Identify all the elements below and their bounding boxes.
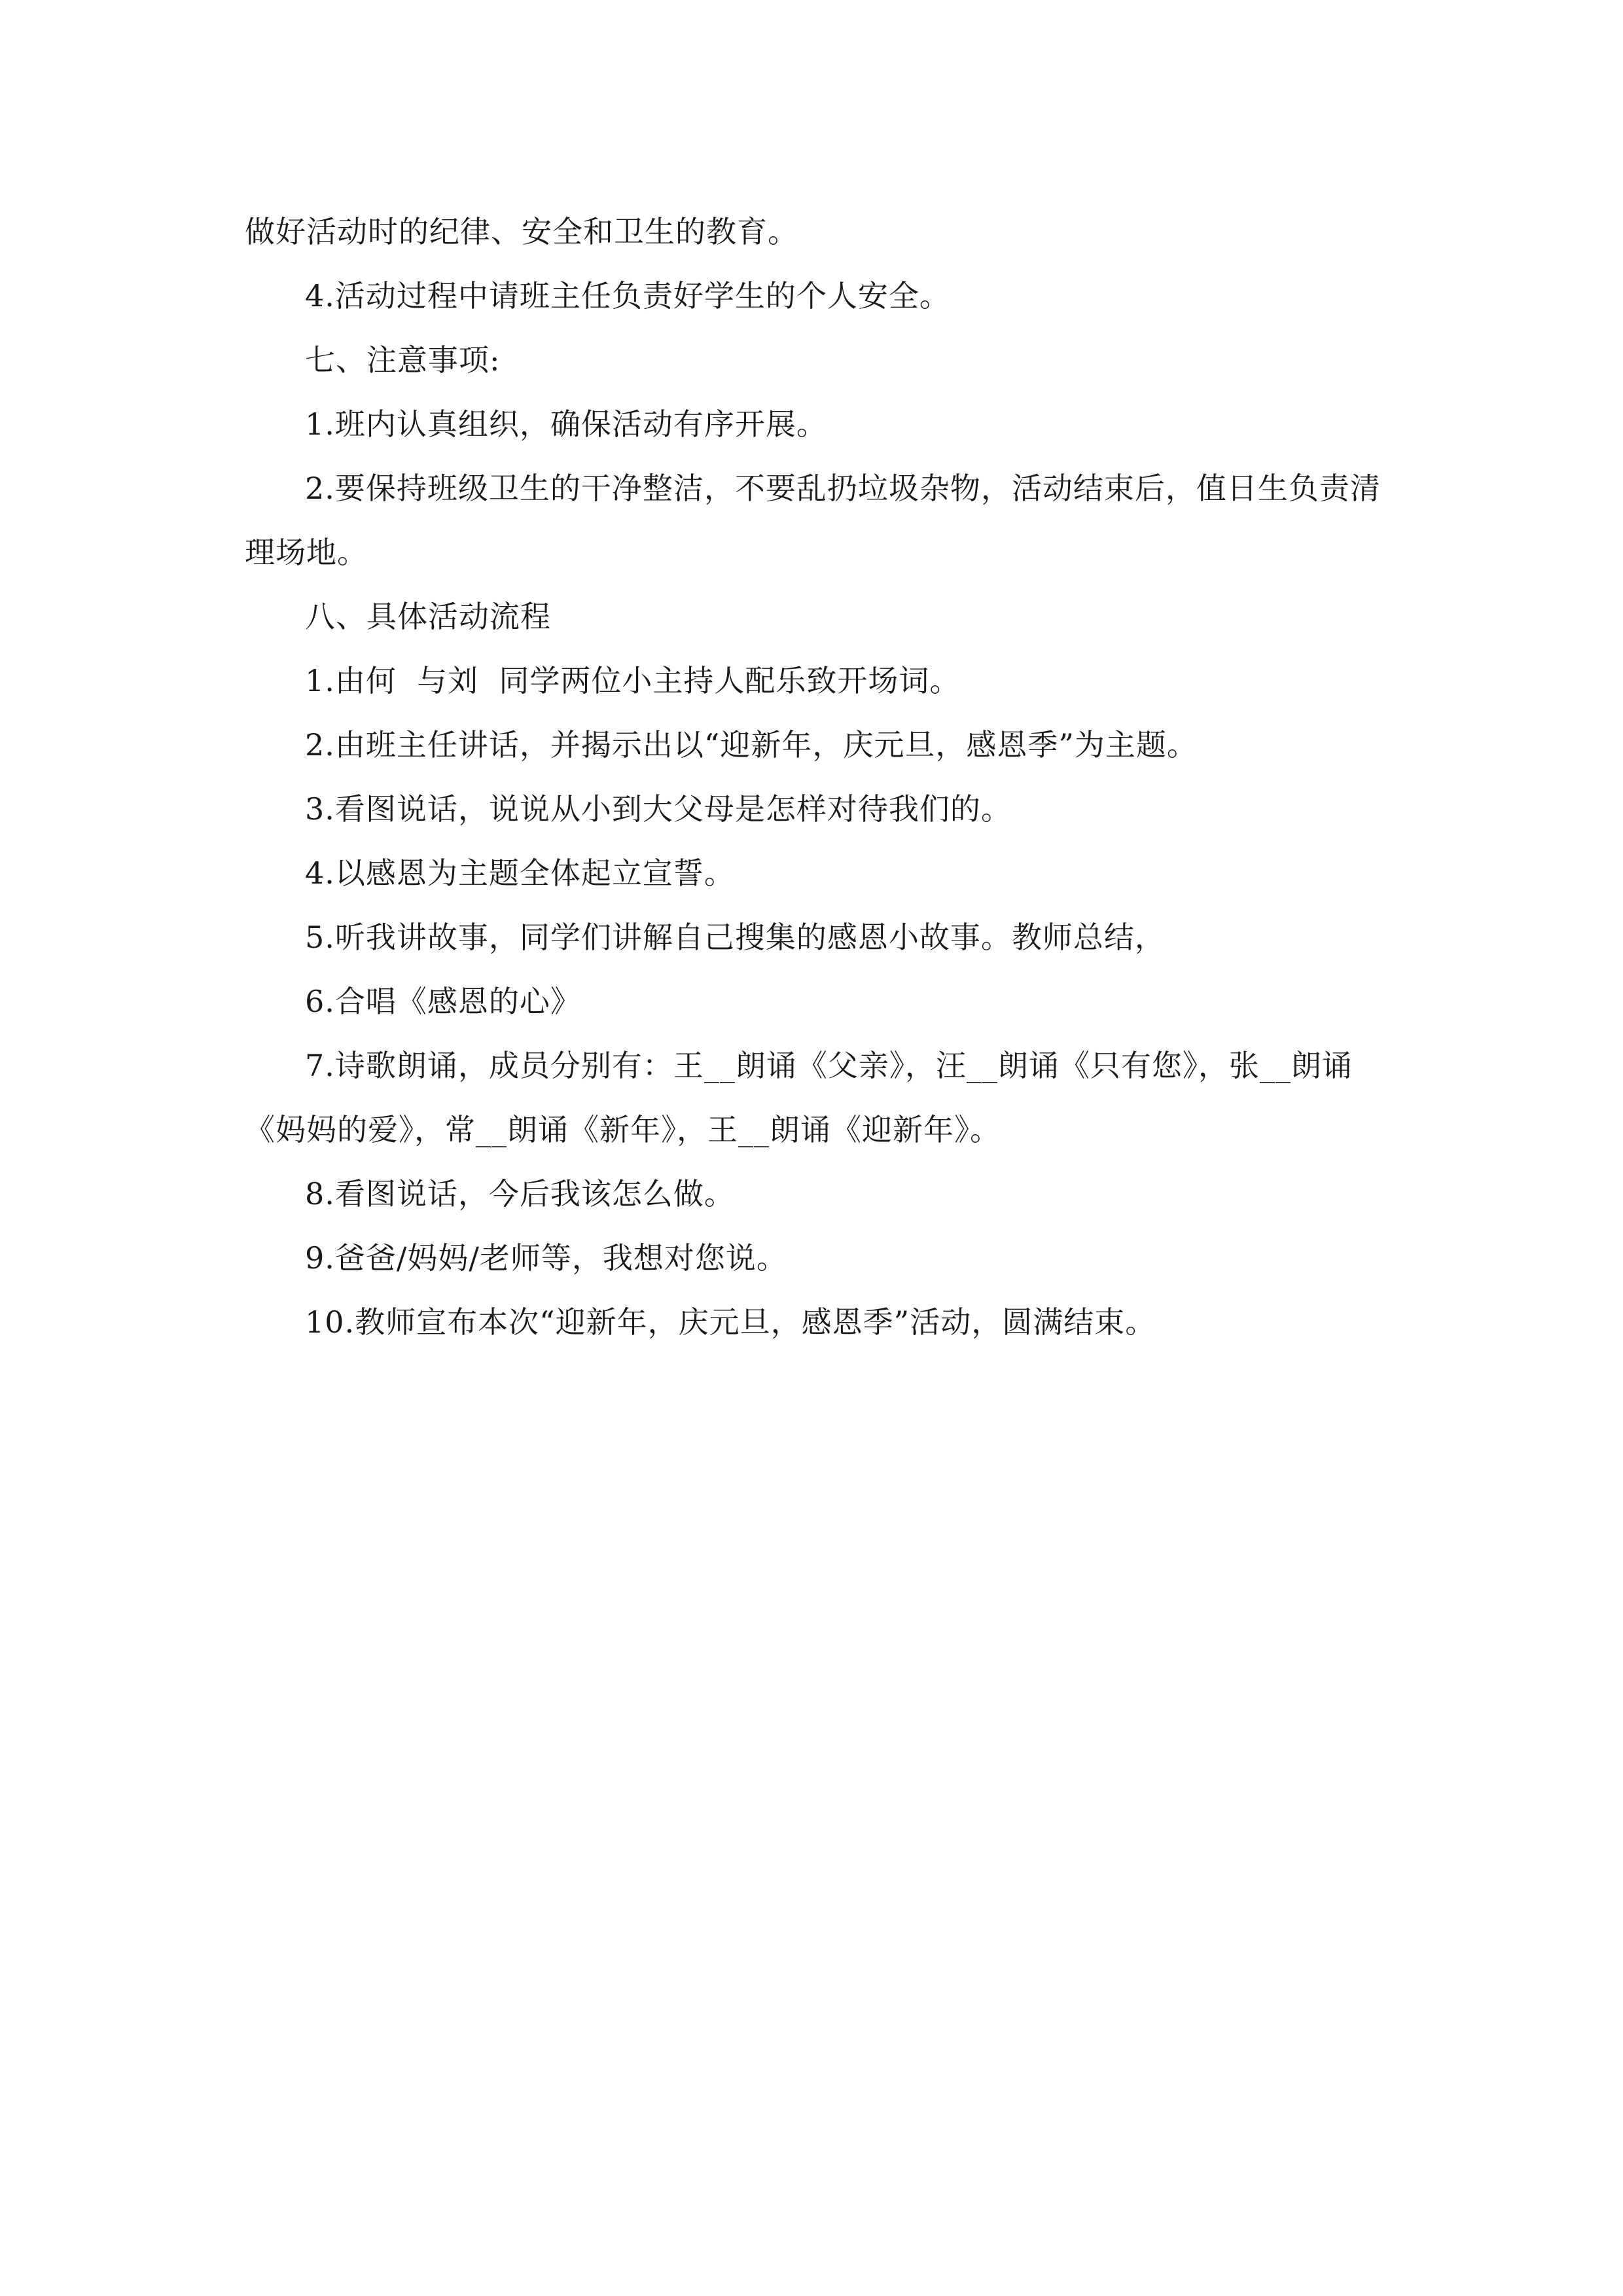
document-body [245, 200, 1383, 1354]
paragraph: 2.由班主任讲话，并揭示出以“迎新年，庆元旦，感恩季”为主题。 [305, 727, 1198, 762]
paragraph: 6.合唱《感恩的心》 [305, 984, 581, 1019]
paragraph: 4.以感恩为主题全体起立宣誓。 [305, 855, 735, 891]
paragraph: 4.活动过程中请班主任负责好学生的个人安全。 [305, 278, 950, 314]
paragraph: 10.教师宣布本次“迎新年，庆元旦，感恩季”活动，圆满结束。 [305, 1304, 1156, 1340]
paragraph: 9.爸爸/妈妈/老师等，我想对您说。 [305, 1240, 787, 1276]
paragraph: 3.看图说话，说说从小到大父母是怎样对待我们的。 [305, 791, 1012, 827]
paragraph: 1.班内认真组织，确保活动有序开展。 [305, 406, 827, 442]
paragraph-continuation: 做好活动时的纪律、安全和卫生的教育。 [245, 214, 798, 249]
section-heading-process: 八、具体活动流程 [305, 599, 551, 634]
paragraph: 7.诗歌朗诵，成员分别有：王__朗诵《父亲》，汪__朗诵《只有您》，张__朗诵《妈妈的爱》，常__朗诵《新年》，王__朗诵《迎新年》。 [245, 1048, 1353, 1147]
paragraph: 5.听我讲故事，同学们讲解自己搜集的感恩小故事。教师总结， [305, 920, 1166, 955]
paragraph: 8.看图说话，今后我该怎么做。 [305, 1176, 735, 1211]
paragraph: 1.由何 与刘 同学两位小主持人配乐致开场词。 [305, 663, 961, 698]
section-heading-notes: 七、注意事项: [305, 342, 501, 378]
paragraph: 2.要保持班级卫生的干净整洁，不要乱扔垃圾杂物，活动结束后，值日生负责清理场地。 [245, 471, 1381, 570]
